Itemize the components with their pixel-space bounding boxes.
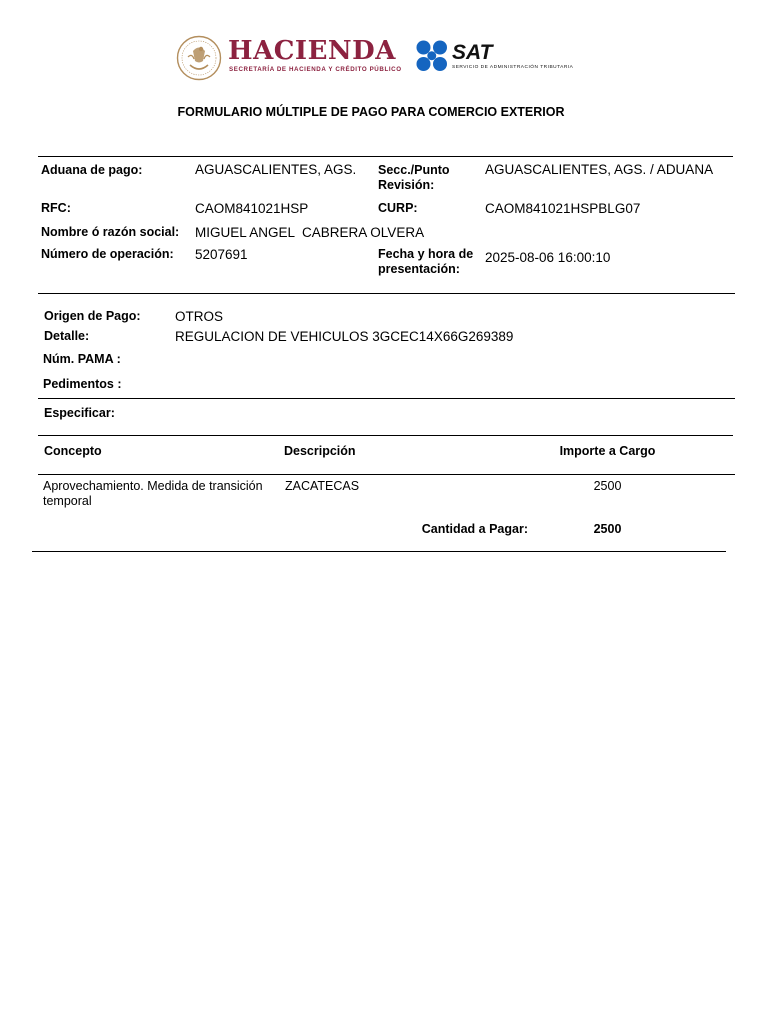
col-header-importe: Importe a Cargo [559, 444, 656, 458]
sat-subtitle: SERVICIO DE ADMINISTRACIÓN TRIBUTARIA [452, 65, 574, 70]
section-divider [38, 293, 735, 294]
total-value: 2500 [593, 522, 622, 536]
fecha-value: 2025-08-06 16:00:10 [485, 250, 611, 265]
row-descripcion: ZACATECAS [285, 479, 360, 493]
operacion-value: 5207691 [195, 247, 248, 262]
row-importe: 2500 [593, 479, 622, 493]
detalle-value: REGULACION DE VEHICULOS 3GCEC14X66G269389 [175, 329, 514, 344]
table-header-border [38, 474, 735, 475]
sat-dots-logo-icon [416, 40, 448, 72]
hacienda-logo-text: HACIENDA [228, 36, 396, 66]
col-header-concepto: Concepto [44, 444, 102, 458]
origen-value: OTROS [175, 309, 224, 324]
fecha-label: Fecha y hora de presentación: [378, 247, 474, 276]
table-bottom-border [32, 551, 726, 552]
form-title: FORMULARIO MÚLTIPLE DE PAGO PARA COMERCIO EXTERIOR [177, 105, 565, 119]
rfc-label: RFC: [41, 201, 71, 215]
row-concepto: Aprovechamiento. Medida de transición temporal [43, 479, 263, 508]
total-label: Cantidad a Pagar: [421, 522, 528, 536]
hacienda-subtitle: SECRETARÍA DE HACIENDA Y CRÉDITO PÚBLICO [229, 66, 402, 73]
nombre-value: MIGUEL ANGEL CABRERA OLVERA [195, 225, 425, 240]
col-header-descripcion: Descripción [284, 444, 356, 458]
curp-label: CURP: [378, 201, 418, 215]
secc-value: AGUASCALIENTES, AGS. / ADUANA [485, 162, 714, 177]
operacion-label: Número de operación: [41, 247, 174, 261]
pedimentos-label: Pedimentos : [43, 377, 122, 391]
origen-label: Origen de Pago: [44, 309, 141, 323]
rfc-value: CAOM841021HSP [195, 201, 309, 216]
detalle-label: Detalle: [44, 329, 90, 343]
sat-logo-text: SAT [452, 41, 493, 64]
nombre-label: Nombre ó razón social: [41, 225, 180, 239]
aduana-value: AGUASCALIENTES, AGS. [195, 162, 357, 177]
table-top-border [38, 435, 733, 436]
pama-label: Núm. PAMA : [43, 352, 121, 366]
section-divider [38, 156, 733, 157]
aduana-label: Aduana de pago: [41, 163, 143, 177]
mexico-coat-of-arms-icon [176, 35, 222, 81]
especificar-label: Especificar: [44, 406, 115, 420]
curp-value: CAOM841021HSPBLG07 [485, 201, 641, 216]
secc-label: Secc./Punto Revisión: [378, 163, 450, 192]
section-divider [38, 398, 735, 399]
